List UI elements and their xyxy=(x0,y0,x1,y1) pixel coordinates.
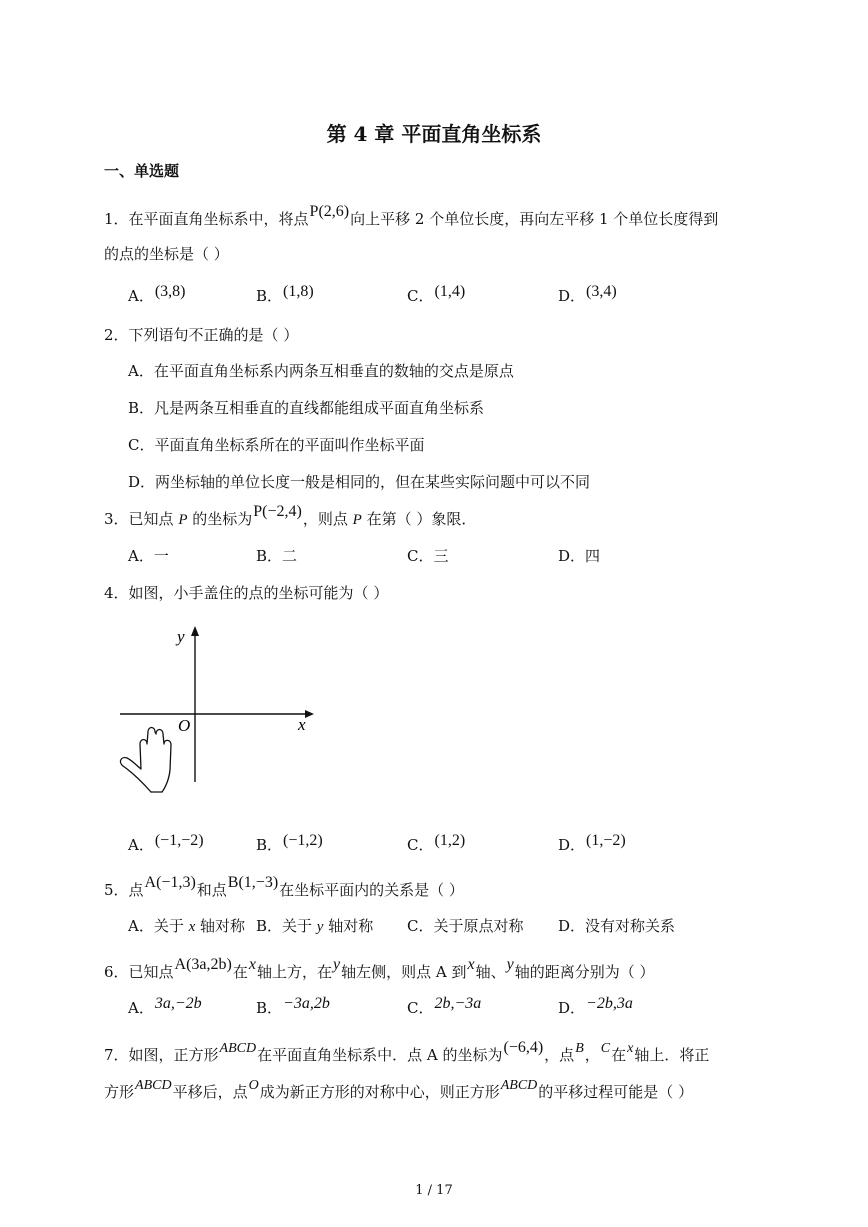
origin-label: O xyxy=(178,716,191,735)
q4-option-a[interactable]: A．(−1,−2) xyxy=(128,832,204,854)
hand-icon xyxy=(120,728,171,793)
page-title: 第 4 章 平面直角坐标系 xyxy=(326,122,542,146)
q6-option-d[interactable]: D．−2b,3a xyxy=(558,995,633,1017)
question-7-stem: 7．如图，正方形ABCD在平面直角坐标系中．点 A 的坐标为(−6,4)，点B，C在x轴上．将正 xyxy=(104,1039,710,1064)
section-heading: 一、单选题 xyxy=(104,162,180,180)
question-4-stem: 4．如图，小手盖住的点的坐标可能为（ ） xyxy=(104,584,389,602)
math-expression: (−6,4) xyxy=(503,1039,544,1056)
q2-option-d[interactable]: D．两坐标轴的单位长度一般是相同的，但在某些实际问题中可以不同 xyxy=(128,473,591,491)
page-number: 1 / 17 xyxy=(415,1183,453,1198)
q4-option-d[interactable]: D．(1,−2) xyxy=(558,832,626,854)
q1-option-d[interactable]: D．(3,4) xyxy=(558,283,617,305)
q1-option-b[interactable]: B．(1,8) xyxy=(256,283,314,305)
q5-option-d[interactable]: D．没有对称关系 xyxy=(558,917,676,935)
q3-option-a[interactable]: A．一 xyxy=(128,547,169,565)
q5-option-b[interactable]: B．关于 y 轴对称 xyxy=(256,917,374,935)
question-6-stem: 6．已知点A(3a,2b)在x轴上方，在y轴左侧，则点 A 到x轴、y轴的距离分别为（ ） xyxy=(104,956,655,981)
y-axis-label: y xyxy=(177,627,185,646)
math-expression: B(1,−3) xyxy=(227,874,279,891)
q1-option-a[interactable]: A．(3,8) xyxy=(128,283,186,305)
question-1-stem-line2: 的点的坐标是（ ） xyxy=(104,245,229,263)
question-3-stem: 3．已知点 P 的坐标为P(−2,4)，则点 P 在第（ ）象限． xyxy=(104,503,477,528)
x-axis-arrow-icon xyxy=(305,710,314,718)
question-7-stem-line2: 方形ABCD平移后，点O成为新正方形的对称中心，则正方形ABCD的平移过程可能是（ ） xyxy=(104,1078,694,1101)
q4-option-c[interactable]: C．(1,2) xyxy=(407,832,466,854)
q2-option-a[interactable]: A．在平面直角坐标系内两条互相垂直的数轴的交点是原点 xyxy=(128,362,514,380)
q6-option-b[interactable]: B．−3a,2b xyxy=(256,995,330,1017)
q2-option-c[interactable]: C．平面直角坐标系所在的平面叫作坐标平面 xyxy=(128,436,425,454)
q3-option-d[interactable]: D．四 xyxy=(558,547,601,565)
coordinate-axes-figure xyxy=(115,620,315,800)
x-axis-label: x xyxy=(298,715,306,734)
math-expression: A(−1,3) xyxy=(144,874,196,891)
q2-option-b[interactable]: B．凡是两条互相垂直的直线都能组成平面直角坐标系 xyxy=(128,399,485,417)
math-expression: P(2,6) xyxy=(309,203,350,220)
q3-option-b[interactable]: B．二 xyxy=(256,547,298,565)
math-expression: A(3a,2b) xyxy=(174,956,232,973)
y-axis-arrow-icon xyxy=(191,626,199,636)
question-5-stem: 5．点A(−1,3)和点B(1,−3)在坐标平面内的关系是（ ） xyxy=(104,874,464,899)
math-expression: P(−2,4) xyxy=(253,503,302,520)
q5-option-c[interactable]: C．关于原点对称 xyxy=(407,917,524,935)
q5-option-a[interactable]: A．关于 x 轴对称 xyxy=(128,917,246,935)
q6-option-a[interactable]: A．3a,−2b xyxy=(128,995,202,1017)
q1-option-c[interactable]: C．(1,4) xyxy=(407,283,466,305)
q4-option-b[interactable]: B．(−1,2) xyxy=(256,832,323,854)
question-2-stem: 2．下列语句不正确的是（ ） xyxy=(104,326,299,344)
q6-option-c[interactable]: C．2b,−3a xyxy=(407,995,482,1017)
question-1-stem: 1．在平面直角坐标系中，将点P(2,6)向上平移 2 个单位长度，再向左平移 1 个单位长度得到 xyxy=(104,203,719,228)
q3-option-c[interactable]: C．三 xyxy=(407,547,449,565)
